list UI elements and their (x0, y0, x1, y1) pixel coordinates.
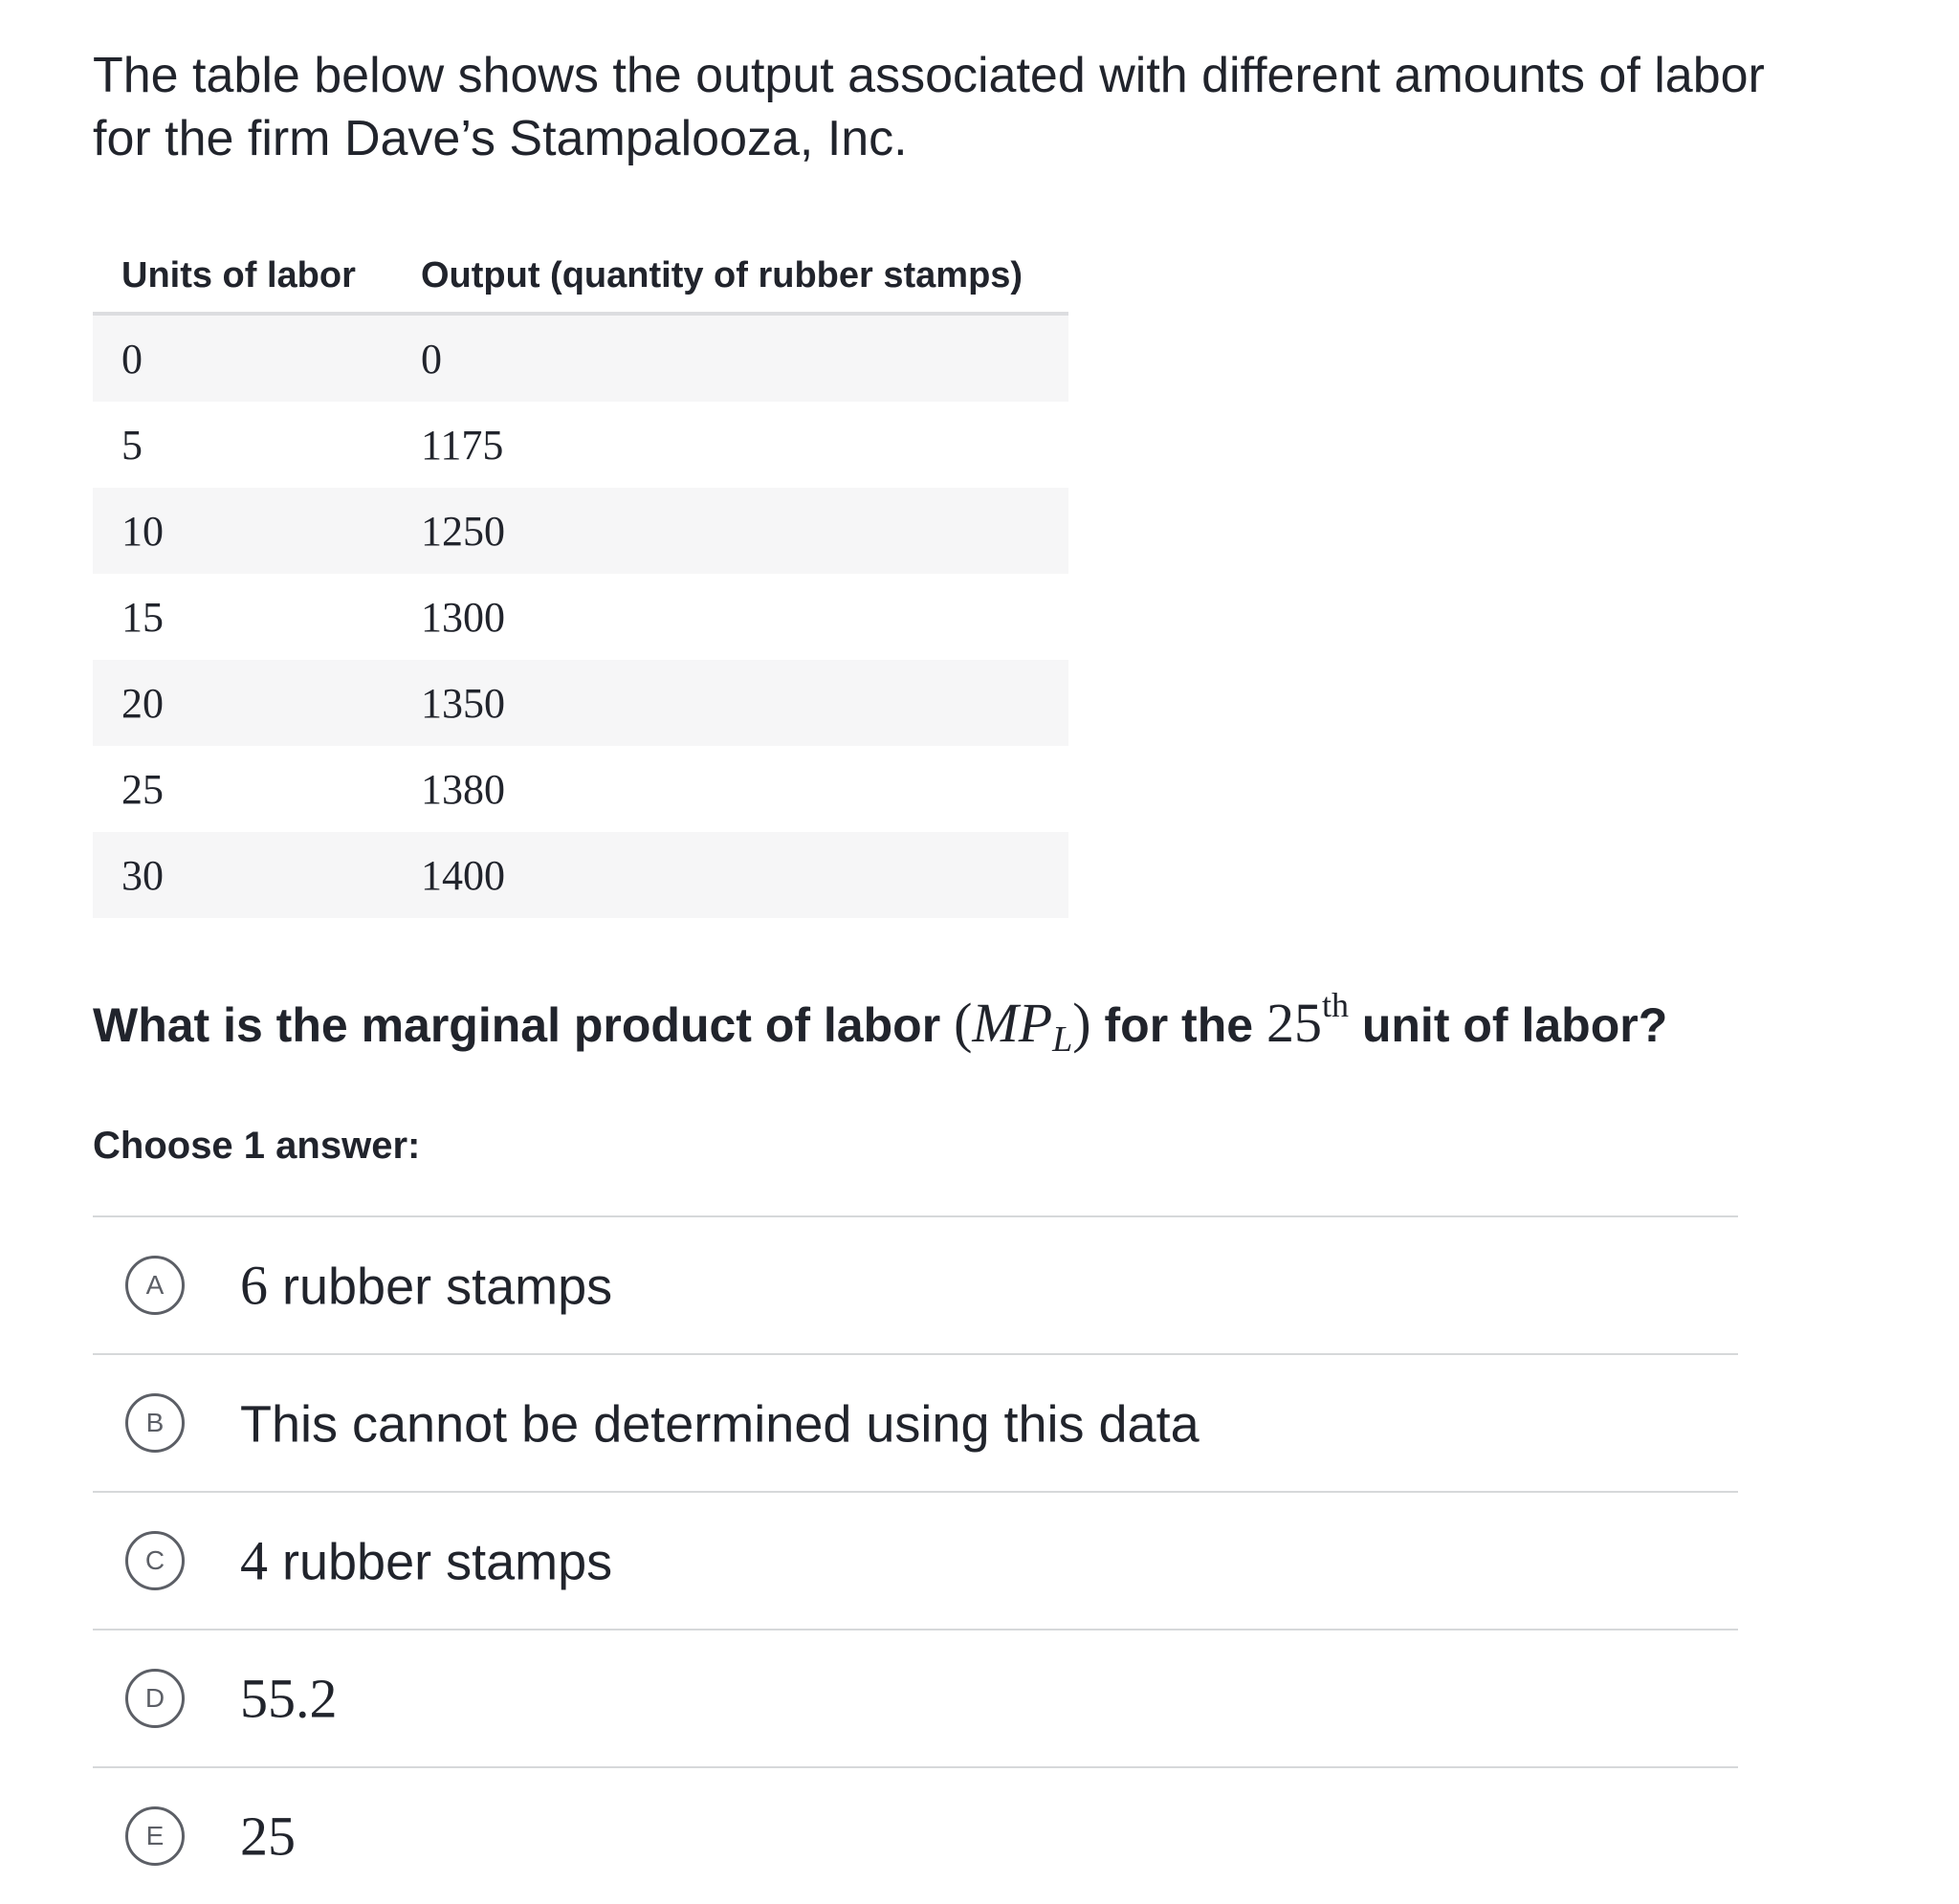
output-cell: 1300 (421, 593, 505, 641)
choice-b[interactable] (93, 1355, 1738, 1493)
choice-letter-circle: A (125, 1256, 185, 1315)
choice-label (240, 1391, 1200, 1455)
choice-number: 25 (240, 1805, 296, 1868)
choice-number: 55.2 (240, 1667, 338, 1730)
choice-number: 6 (240, 1254, 268, 1317)
labor-cell: 20 (93, 660, 392, 746)
output-cell: 1400 (392, 832, 1068, 918)
ordinal-math (1266, 986, 1349, 1054)
labor-cell: 10 (93, 488, 392, 574)
choice-letter-circle: C (125, 1531, 185, 1590)
choice-number: 4 (240, 1529, 268, 1592)
choice-label (240, 1667, 338, 1731)
column-header-units-of-labor: Units of labor (93, 239, 392, 314)
math-subscript: L (1052, 1019, 1073, 1060)
math-close-paren: ) (1072, 992, 1091, 1054)
math-open-paren: ( (954, 992, 973, 1054)
choice-text: rubber stamps (268, 1258, 613, 1316)
table-row (93, 660, 1068, 746)
output-cell: 1380 (421, 765, 505, 813)
column-header-output: Output (quantity of rubber stamps) (392, 239, 1068, 314)
labor-cell: 0 (93, 314, 392, 402)
choice-letter-circle: D (125, 1669, 185, 1728)
choice-text: rubber stamps (268, 1533, 613, 1591)
choice-a[interactable] (93, 1217, 1738, 1355)
labor-cell: 5 (121, 421, 143, 469)
output-cell: 1250 (392, 488, 1068, 574)
ordinal-suffix: th (1321, 986, 1349, 1024)
answer-choices (93, 1215, 1738, 1904)
choice-text: This cannot be determined using this data (240, 1395, 1200, 1454)
ordinal-number: 25 (1266, 992, 1322, 1054)
labor-cell: 30 (93, 832, 392, 918)
choice-label (240, 1254, 612, 1318)
labor-cell: 15 (121, 593, 164, 641)
mpl-math (954, 992, 1091, 1060)
choice-c[interactable] (93, 1493, 1738, 1630)
intro-paragraph: The table below shows the output associated with different amounts of labor for the firm Dave’s Stampalooza, Inc. (93, 48, 1765, 166)
question-suffix: unit of labor? (1348, 998, 1668, 1052)
output-cell: 1350 (392, 660, 1068, 746)
choice-letter-circle: B (125, 1393, 185, 1453)
labor-cell: 25 (121, 765, 164, 813)
table-row (93, 314, 1068, 402)
labor-output-table (93, 239, 1068, 918)
table-row (93, 574, 1068, 660)
choice-label (240, 1529, 612, 1593)
output-cell: 1175 (421, 421, 504, 469)
choice-e[interactable] (93, 1768, 1738, 1904)
table-row (93, 746, 1068, 832)
question-prefix: What is the marginal product of labor (93, 998, 955, 1052)
question-text (93, 985, 1667, 1061)
table-row (93, 832, 1068, 918)
choice-letter-circle: E (125, 1806, 185, 1866)
table-header-row (93, 239, 1068, 314)
math-variable: MP (972, 992, 1053, 1054)
question-mid: for the (1090, 998, 1266, 1052)
table-row (93, 488, 1068, 574)
output-cell: 0 (392, 314, 1068, 402)
choice-d[interactable] (93, 1630, 1738, 1768)
choice-label (240, 1805, 296, 1869)
choose-label: Choose 1 answer: (93, 1125, 421, 1167)
table-row (93, 402, 1068, 488)
